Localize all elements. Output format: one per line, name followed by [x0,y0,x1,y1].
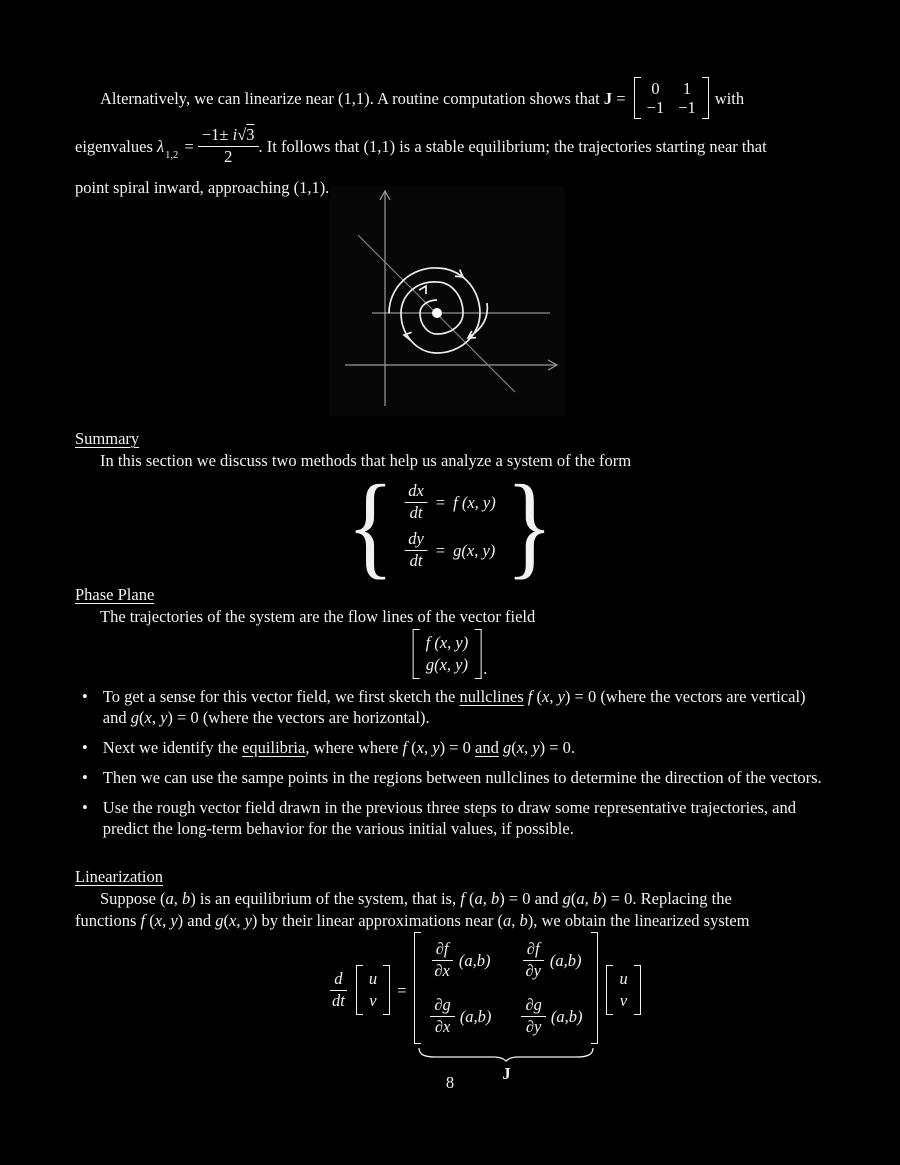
text-segment: Suppose ( [100,889,166,908]
text-segment: Next we identify the [102,738,243,757]
bullet-list [82,686,842,848]
jacobian-matrix [414,932,598,1044]
text-segment: f [460,889,465,908]
system-row [404,478,496,526]
text-segment: ( [145,910,155,930]
numerator: ∂g [430,995,454,1017]
vector-entries [420,629,475,679]
text-segment: , where where [305,738,403,757]
bullet-text [103,737,575,758]
entry-u: u [619,969,628,988]
right-bracket [702,77,709,119]
denominator: dt [409,551,423,570]
text-segment: , [151,708,161,727]
intro-text-4: point spiral inward, approaching (1,1). [75,177,330,197]
summary-intro: In this section we discuss two methods that help us analyze a system of the form [100,451,632,470]
numerator-text: −1± [201,125,233,144]
equals-sign: = [180,136,198,156]
lambda-subscript: 1,2 [165,150,179,161]
dxdt-fraction [404,481,428,523]
text-segment: b [490,889,500,908]
text-segment: b [519,910,528,930]
linearization-heading: Linearization [75,867,163,886]
text-segment: x [516,738,525,757]
bullet-text [103,686,831,728]
evaluation-point: (a,b) [458,950,491,970]
equilibrium-point [432,308,442,318]
bullet-item-nullclines [82,686,842,728]
text-segment: b [182,889,191,908]
jacobian-entries [421,932,591,1044]
sentence-period: . [483,659,488,678]
text-segment: y [160,708,168,727]
text-segment: Use the rough vector field drawn in the previous three steps to draw some representative trajectories, and predict the long-term behavior for the various initial values, if possible. [102,798,796,838]
equals-sign: = [435,492,446,512]
eigenvalue-fraction [198,125,259,167]
intro-line-1 [100,76,865,120]
numerator: d [330,969,346,991]
text-segment: ( [407,738,417,757]
text-segment: , [236,910,245,930]
jacobian-entry [521,995,582,1037]
partial-fraction [521,939,544,981]
intro-text-1: Alternatively, we can linearize near (1,1). A routine computation shows that [100,88,604,108]
text-segment: y [532,738,540,757]
bullet-marker: • [82,687,88,706]
entry-u: u [368,969,378,988]
phase-portrait-figure [330,186,565,421]
text-segment: , [423,738,433,757]
evaluation-point: (a,b) [549,950,582,970]
linearization-line-2 [75,910,865,932]
text-segment: ) = 0. [539,738,576,757]
matrix-entry: −1 [646,98,665,117]
numerator: dy [404,529,428,551]
equals-sign: = [435,540,446,560]
left-bracket [414,932,421,1044]
text-segment: ( [570,889,577,908]
text-segment: a [474,889,483,908]
radicand: 3 [246,125,255,144]
text-segment: b [592,889,602,908]
phase-plane-intro: The trajectories of the system are the flow lines of the vector field [100,607,536,626]
text-segment: ) = 0 (where the vectors are horizontal). [167,708,430,727]
text-segment: , [549,687,558,706]
text-segment: ( [223,910,229,930]
jacobian-value-matrix [634,77,709,119]
numerator: ∂g [521,995,545,1017]
text-segment: ) and [177,910,216,930]
jacobian-entry [521,939,582,981]
partial-fraction [430,939,453,981]
text-segment: x [541,687,550,706]
system-row [404,526,496,574]
left-bracket [606,965,613,1015]
text-segment: To get a sense for this vector field, we first sketch the [102,687,460,706]
numerator: dx [404,481,428,503]
entry-v: v [369,991,377,1010]
bullet-item-equilibria [82,737,842,758]
text-segment: Then we can use the sampe points in the regions between nullclines to determine the direction of the vectors. [102,768,822,787]
jacobian-label: J [502,1064,511,1083]
bullet-text [103,767,822,788]
rhs-f: f (x, y) [453,492,496,512]
text-segment: a [502,910,512,930]
text-segment: ), we obtain the linearized system [527,910,750,930]
numerator: ∂f [432,939,453,961]
text-segment: g [502,738,512,757]
text-segment: ( [532,687,542,706]
sqrt-symbol: √ [237,125,247,144]
bullet-item-trajectories [82,797,842,839]
vector-entry-f: f (x, y) [425,633,469,652]
text-segment: g [562,889,571,908]
equals-sign: = [397,980,407,1000]
intro-text-3: . It follows that (1,1) is a stable equilibrium; the trajectories starting near that [258,136,767,156]
text-segment: ) = 0. Replacing the [601,889,732,908]
jacobian-entry [430,939,491,981]
uv-vector [356,965,390,1015]
left-bracket [356,965,363,1015]
text-segment: y [557,687,565,706]
system-rows [404,478,496,574]
left-brace: { [346,462,395,590]
bullet-marker: • [82,768,88,787]
right-bracket [383,965,390,1015]
text-segment: functions [75,910,141,930]
right-brace: } [505,462,554,590]
text-segment: , [173,889,183,908]
text-segment: f [140,910,146,930]
text-segment: ) = 0 and [499,889,563,908]
dydt-fraction [404,529,428,571]
vector-entries [613,965,633,1015]
text-segment: x [154,910,163,930]
text-segment: f [527,687,533,706]
jacobian-entry [430,995,491,1037]
linearized-system-equation [328,932,641,1084]
matrix-entry: 1 [682,79,692,98]
partial-fraction [521,995,545,1037]
bullet-text [103,797,831,839]
equals-sign: = [612,88,630,108]
lambda-symbol: λ [157,136,165,156]
right-bracket [591,932,598,1044]
equation-lhs [328,932,406,1048]
text-segment: ( [511,738,517,757]
evaluation-point: (a,b) [459,1006,492,1026]
left-bracket [634,77,641,119]
left-bracket [413,629,420,679]
text-segment: ) = 0 (where the vectors are vertical) and [102,687,806,727]
eigenvalues-text: eigenvalues [75,136,158,156]
rhs-g: g(x, y) [453,540,496,560]
matrix-j-symbol: J [603,88,613,108]
vector-entry-g: g(x, y) [425,655,469,674]
right-bracket [474,629,481,679]
fraction-denominator: 2 [224,147,233,166]
text-segment: a [576,889,585,908]
text-segment: y [170,910,178,930]
text-segment: , [584,889,593,908]
text-segment: x [144,708,152,727]
denominator: ∂y [525,1017,542,1036]
text-segment: and [475,738,499,757]
uv-vector [606,965,640,1015]
text-segment: , [162,910,171,930]
partial-fraction [430,995,454,1037]
linearization-paragraph [75,888,865,931]
bullet-item-sample-points [82,767,842,788]
equation-rhs [606,932,640,1048]
intro-paragraph [75,76,865,198]
denominator: ∂x [434,961,450,980]
text-segment: g [215,910,224,930]
text-segment: , [511,910,520,930]
phase-plane-heading: Phase Plane [75,585,155,604]
text-segment: nullclines [459,687,524,706]
evaluation-point: (a,b) [550,1006,583,1026]
vector-entries [363,965,383,1015]
text-segment: , [482,889,491,908]
summary-heading: Summary [75,429,140,448]
bullet-marker: • [82,798,88,817]
text-segment: ) = 0 [439,738,475,757]
denominator: ∂x [434,1017,451,1036]
text-segment: x [416,738,424,757]
matrix-entries [641,77,702,119]
text-segment: , [524,738,533,757]
text-segment: g [130,708,139,727]
text-segment: a [165,889,174,908]
text-segment: equilibria [242,738,306,757]
text-segment: y [432,738,440,757]
imaginary-i: i [232,125,238,144]
d-dt-fraction [328,969,349,1011]
entry-v: v [619,991,628,1010]
text-segment: y [244,910,252,930]
page-number: 8 [445,1073,455,1092]
matrix-entry: −1 [678,98,696,117]
system-equations [343,462,558,590]
numerator: ∂f [523,939,544,961]
denominator: dt [409,503,423,522]
matrix-entry: 0 [651,79,660,98]
denominator: ∂y [525,961,541,980]
text-segment: ) by their linear approximations near ( [251,910,503,930]
text-segment: f [402,738,408,757]
intro-text-2: with [714,88,745,108]
denominator: dt [332,991,345,1010]
figure-background [330,186,565,416]
fraction-numerator [198,125,259,147]
jacobian-matrix-group [414,932,598,1084]
linearization-line-1 [100,888,865,910]
vector-field-matrix [413,629,488,679]
text-segment: ( [138,708,145,727]
intro-line-2 [75,120,865,172]
text-segment: x [229,910,237,930]
text-segment: ) is an equilibrium of the system, that is, [190,889,461,908]
spiral-phase-plot [330,186,565,416]
underbrace [416,1047,596,1062]
right-bracket [634,965,641,1015]
text-segment: ( [464,889,475,908]
bullet-marker: • [82,738,88,757]
